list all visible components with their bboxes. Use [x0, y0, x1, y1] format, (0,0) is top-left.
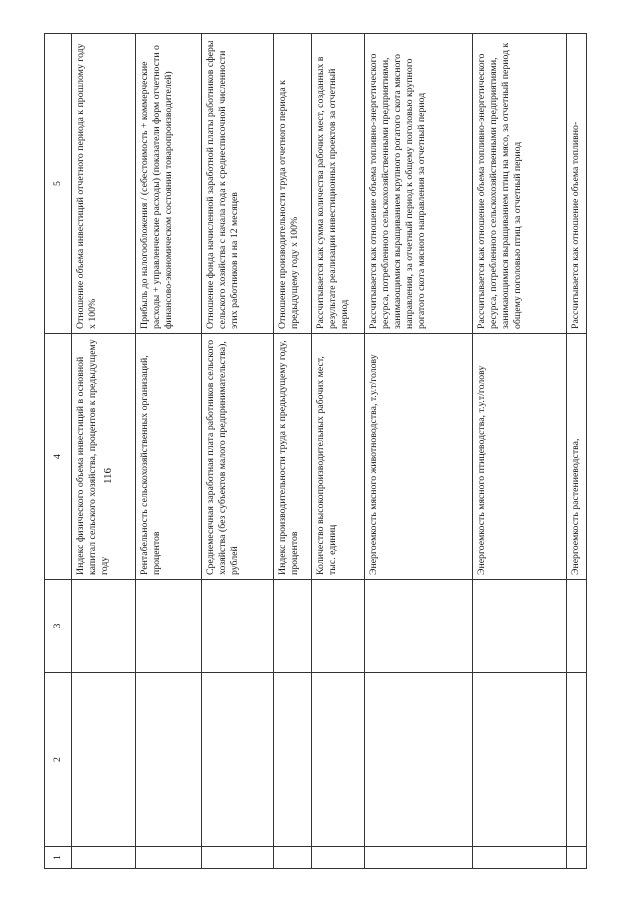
indicator-name: Энергоемкость растениеводства,: [567, 334, 587, 580]
empty-cell: [567, 580, 587, 673]
indicators-table: [44, 33, 587, 869]
empty-cell: [136, 580, 202, 673]
empty-cell: [72, 673, 136, 847]
indicator-name: Энергоемкость мясного птицеводства, т.у.т/голову: [473, 334, 567, 580]
column-header-4: 4: [45, 334, 72, 580]
indicator-name: Рентабельность сельскохозяйственных организаций, процентов: [136, 334, 202, 580]
column-header-3: 3: [45, 580, 72, 673]
table-header-row: [45, 34, 72, 869]
calculation-method: Отношение объема инвестиций отчетного периода к прошлому году х 100%: [72, 34, 136, 334]
empty-cell: [274, 673, 312, 847]
table-row: [312, 34, 365, 869]
table-row: [567, 34, 587, 869]
column-header-1: 1: [45, 847, 72, 869]
empty-cell: [473, 673, 567, 847]
empty-cell: [202, 673, 274, 847]
empty-cell: [72, 847, 136, 869]
column-header-5: 5: [45, 34, 72, 334]
indicator-name: Индекс физического объема инвестиций в основной капитал сельского хозяйства, процентов к предыдущему году: [72, 334, 136, 580]
table-row: [202, 34, 274, 869]
empty-cell: [365, 673, 473, 847]
empty-cell: [473, 580, 567, 673]
empty-cell: [365, 580, 473, 673]
indicator-name: Энергоемкость мясного животноводства, т.у.т/голову: [365, 334, 473, 580]
calculation-method: Отношение производительности труда отчетного периода к предыдущему году х 100%: [274, 34, 312, 334]
calculation-method: Рассчитывается как отношение объема топливно-: [567, 34, 587, 334]
empty-cell: [274, 580, 312, 673]
empty-cell: [72, 580, 136, 673]
calculation-method: Рассчитывается как отношение объема топливно-энергетического ресурса, потребленного сельскохозяйственными предприятиями, занимающимися выращиванием крупного рогатого скота мясного направления, за отчетный период к общему поголовью крупного рогатого скота мясного направления за отчетный период: [365, 34, 473, 334]
calculation-method: Отношение фонда начисленной заработной платы работников сферы сельского хозяйства с начала года к среднесписочной численности этих работников и на 12 месяцев: [202, 34, 274, 334]
indicator-name: Среднемесячная заработная плата работников сельского хозяйства (без субъектов малого предпринимательства), рублей: [202, 334, 274, 580]
table-row: [473, 34, 567, 869]
table-row: [72, 34, 136, 869]
indicator-name: Индекс производительности труда к предыдущему году, процентов: [274, 334, 312, 580]
calculation-method: Прибыль до налогообложения / (себестоимость + коммерческие расходы + управленческие расходы) (показатели форм отчетности о финансово-экономическом состоянии товаропроизводителей): [136, 34, 202, 334]
empty-cell: [136, 847, 202, 869]
indicator-name: Количество высокопроизводительных рабочих мест, тыс. единиц: [312, 334, 365, 580]
empty-cell: [567, 847, 587, 869]
rotated-page-content: [44, 34, 581, 869]
empty-cell: [473, 847, 567, 869]
empty-cell: [312, 673, 365, 847]
empty-cell: [312, 580, 365, 673]
calculation-method: Рассчитывается как сумма количества рабочих мест, созданных в результате реализации инвестиционных проектов за отчетный период: [312, 34, 365, 334]
calculation-method: Рассчитывается как отношение объема топливно-энергетического ресурса, потребленного сельскохозяйственными предприятиями, занимающимися выращиванием птиц на мясо, за отчетный период к общему поголовью птиц за отчетный период: [473, 34, 567, 334]
empty-cell: [274, 847, 312, 869]
empty-cell: [202, 847, 274, 869]
table-row: [136, 34, 202, 869]
column-header-2: 2: [45, 673, 72, 847]
table-row: [274, 34, 312, 869]
empty-cell: [365, 847, 473, 869]
empty-cell: [567, 673, 587, 847]
empty-cell: [312, 847, 365, 869]
empty-cell: [202, 580, 274, 673]
table-row: [365, 34, 473, 869]
empty-cell: [136, 673, 202, 847]
page-number: 116: [102, 467, 115, 485]
